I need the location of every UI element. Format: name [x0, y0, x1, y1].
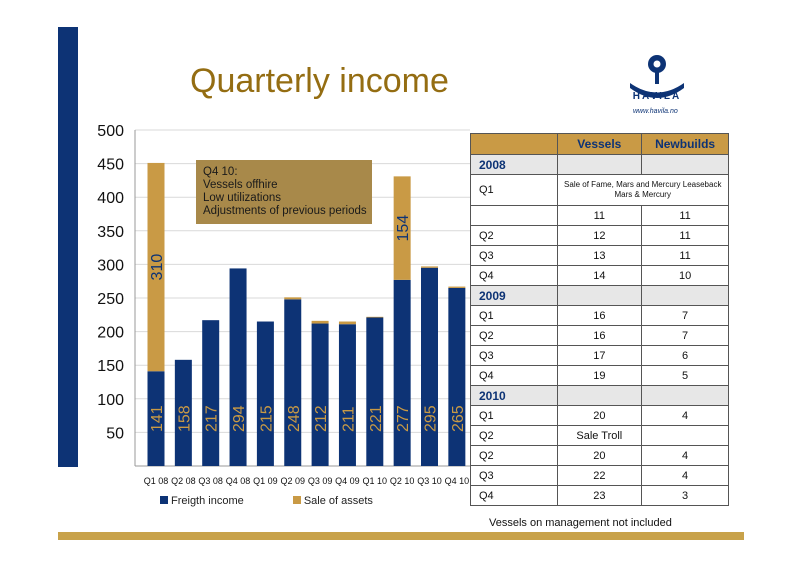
y-tick-label: 500 [97, 123, 124, 140]
table-cell: 2010 [471, 386, 558, 406]
bar-freight-income [448, 288, 465, 466]
table-cell [642, 286, 729, 306]
data-label-freight: 212 [313, 405, 331, 432]
table-cell: 7 [642, 306, 729, 326]
table-year-row [471, 286, 729, 306]
bar-sale-of-assets [421, 266, 438, 267]
table-cell: 4 [642, 466, 729, 486]
table-row [471, 206, 729, 226]
table-cell: 12 [557, 226, 642, 246]
table-cell [557, 155, 642, 175]
annotation-line: Low utilizations [203, 192, 281, 204]
table-cell: 4 [642, 406, 729, 426]
data-label-freight: 248 [285, 405, 303, 432]
table-cell: 4 [642, 446, 729, 466]
table-cell: 22 [557, 466, 642, 486]
table-cell [642, 386, 729, 406]
y-tick-label: 250 [97, 291, 124, 308]
annotation-line: Q4 10: [203, 166, 238, 178]
table-cell: Q1 [471, 406, 558, 426]
table-cell [642, 155, 729, 175]
data-label-freight: 215 [258, 405, 276, 432]
bar-freight-income [202, 320, 219, 466]
table-cell: Q4 [471, 486, 558, 506]
data-label-sale: 310 [149, 253, 166, 281]
logo-website: www.havila.no [633, 108, 678, 115]
fleet-table [470, 133, 729, 506]
bar-freight-income [312, 324, 329, 466]
bar-freight-income [421, 268, 438, 466]
table-cell: 20 [557, 406, 642, 426]
table-cell: 14 [557, 266, 642, 286]
legend-item-sale [293, 495, 373, 507]
table-cell: 2008 [471, 155, 558, 175]
logo-text: HAVILA [632, 91, 682, 102]
annotation-line: Vessels offhire [203, 179, 278, 191]
table-cell: 16 [557, 326, 642, 346]
table-row [471, 486, 729, 506]
table-cell: 17 [557, 346, 642, 366]
x-tick-label: Q4 08 [225, 476, 251, 486]
x-tick-label: Q3 09 [307, 476, 333, 486]
table-footnote: Vessels on management not included [489, 517, 672, 529]
bar-freight-income [257, 322, 274, 466]
table-cell: Q1 [471, 175, 558, 206]
table-cell: 11 [642, 226, 729, 246]
table-cell: Q3 [471, 466, 558, 486]
table-cell [557, 286, 642, 306]
table-cell: 23 [557, 486, 642, 506]
slide-title: Quarterly income [190, 62, 449, 100]
table-row [471, 266, 729, 286]
table-row [471, 346, 729, 366]
table-cell: 6 [642, 346, 729, 366]
header-cell-newbuilds: Newbuilds [642, 134, 729, 155]
x-tick-label: Q3 08 [198, 476, 223, 486]
y-tick-label: 300 [97, 257, 124, 275]
table-row [471, 406, 729, 426]
x-tick-label: Q1 09 [253, 476, 278, 486]
table-cell: 10 [642, 266, 729, 286]
table-row [471, 466, 729, 486]
legend-swatch [160, 496, 168, 504]
table-year-row [471, 386, 729, 406]
table-cell: 7 [642, 326, 729, 346]
bar-freight-income [339, 324, 356, 466]
table-cell: 11 [642, 246, 729, 266]
x-tick-label: Q2 08 [171, 476, 196, 486]
header-cell-vessels: Vessels [557, 134, 642, 155]
annotation-line: Adjustments of previous periods [203, 205, 367, 217]
table-cell: Q1 [471, 306, 558, 326]
data-label-freight: 217 [203, 405, 221, 432]
table-cell: Q3 [471, 246, 558, 266]
y-tick-label: 450 [97, 156, 124, 174]
bar-freight-income [284, 299, 301, 466]
x-tick-label: Q2 10 [389, 476, 415, 486]
legend-label: Freigth income [171, 495, 244, 507]
x-tick-label: Q4 09 [335, 476, 360, 486]
table-cell [642, 426, 729, 446]
y-tick-label: 50 [106, 425, 124, 443]
data-label-freight: 277 [395, 405, 413, 432]
legend-item-freight [160, 495, 244, 507]
table-cell: 3 [642, 486, 729, 506]
y-tick-label: 200 [97, 324, 124, 342]
bar-sale-of-assets [448, 287, 465, 288]
table-row [471, 366, 729, 386]
table-cell: 16 [557, 306, 642, 326]
table-header-row [471, 134, 729, 155]
bar-sale-of-assets [312, 321, 329, 324]
y-tick-label: 350 [97, 223, 124, 241]
data-label-freight: 141 [149, 405, 166, 432]
table-row [471, 246, 729, 266]
x-tick-label: Q4 10 [444, 476, 470, 486]
table-cell: Q4 [471, 266, 558, 286]
bar-freight-income [394, 280, 411, 466]
data-label-freight: 221 [367, 405, 385, 432]
table-cell: Q4 [471, 366, 558, 386]
table-row [471, 306, 729, 326]
data-label-freight: 265 [449, 405, 467, 432]
data-label-freight: 211 [340, 406, 358, 432]
bar-sale-of-assets [366, 317, 383, 318]
y-tick-label: 400 [97, 190, 124, 208]
table-cell [471, 206, 558, 226]
table-cell: Q2 [471, 426, 558, 446]
data-label-freight: 158 [176, 405, 194, 432]
table-cell: Sale Troll [557, 426, 642, 446]
legend-label: Sale of assets [303, 495, 373, 507]
data-label-freight: 294 [231, 405, 249, 432]
table-row [471, 446, 729, 466]
table-cell: Q2 [471, 326, 558, 346]
table-row [471, 226, 729, 246]
table-cell: 19 [557, 366, 642, 386]
y-tick-label: 150 [97, 358, 124, 376]
y-tick-label: 100 [97, 391, 124, 409]
table-cell: 20 [557, 446, 642, 466]
table-cell: 11 [642, 206, 729, 226]
table-cell: 13 [557, 246, 642, 266]
table-cell: Q2 [471, 446, 558, 466]
bar-freight-income [230, 268, 247, 466]
data-label-sale: 154 [395, 214, 413, 242]
table-row [471, 326, 729, 346]
bar-sale-of-assets [339, 322, 356, 325]
bar-freight-income [366, 317, 383, 466]
chart-legend [160, 495, 419, 507]
legend-swatch [293, 496, 301, 504]
data-label-freight: 295 [422, 405, 440, 432]
x-tick-label: Q1 08 [143, 476, 169, 486]
table-row [471, 426, 729, 446]
x-tick-label: Q2 09 [280, 476, 306, 486]
table-cell: 5 [642, 366, 729, 386]
table-cell: 2009 [471, 286, 558, 306]
header-cell [471, 134, 558, 155]
table-row [471, 175, 729, 206]
table-year-row [471, 155, 729, 175]
table-cell: 11 [557, 206, 642, 226]
table-cell: Q2 [471, 226, 558, 246]
table-cell: Q3 [471, 346, 558, 366]
table-cell-note: Sale of Fame, Mars and Mercury Leaseback Mars & Mercury [557, 175, 729, 206]
chart-annotation [196, 160, 372, 224]
x-tick-label: Q3 10 [417, 476, 442, 486]
bar-sale-of-assets [284, 297, 301, 299]
x-tick-label: Q1 10 [362, 476, 388, 486]
table-cell [557, 386, 642, 406]
